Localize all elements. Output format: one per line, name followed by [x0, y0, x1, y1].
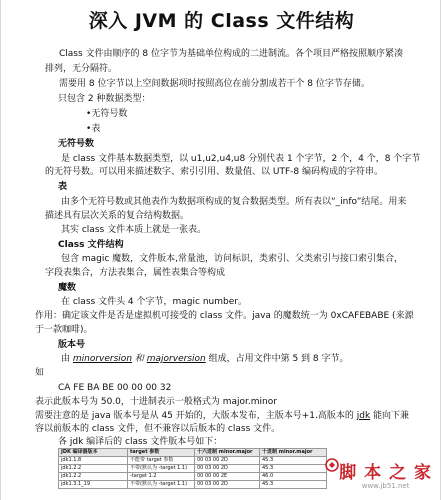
paragraph-line [35, 410, 409, 422]
hex-example: CA FE BA BE 00 00 00 32 [58, 383, 172, 393]
table-row [59, 473, 327, 481]
table-cell: 00 03 00 2D [195, 481, 260, 489]
table-row [59, 457, 327, 465]
text-run: 和 [132, 354, 147, 364]
paragraph-line: 表示此版本号为 50.0，十进制表示一般格式为 major.minor [35, 397, 277, 407]
paragraph-line: 各 jdk 编译后的 class 文件版本号如下： [58, 437, 223, 447]
table-header-cell: 十进制 minor.major [260, 449, 327, 457]
bullet-marker: • [86, 124, 92, 134]
text-run-underlined: majorversion [146, 354, 206, 364]
paragraph-line: 如 [35, 368, 45, 378]
text-run: 需要注意的是 java 版本号是从 45 开始的，大版本发布，主版本号+1.高版本的 [35, 411, 357, 421]
table-cell: 45.3 [260, 465, 327, 473]
paragraph-line: 是 class 文件基本数据类型，以 u1,u2,u4,u8 分别代表 1 个字节，2 个，4 个，8 个字节 [61, 154, 421, 164]
bullet-label: 表 [91, 124, 101, 134]
text-run: 组成，占用文件中第 5 到 8 字节。 [205, 354, 349, 364]
paragraph-line: Class 文件由顺序的 8 位字节为基础单位构成的二进制流。各个项目严格按照顺序紧凑 [59, 49, 403, 59]
paragraph-line: 排列，无分隔符。 [45, 64, 118, 74]
table-cell: -target 1.2 [128, 473, 195, 481]
bullet-label: 无符号数 [91, 109, 128, 119]
paragraph-line: 字段表集合，方法表集合，属性表集合等构成 [45, 268, 226, 278]
table-cell: 00 00 00 2E [195, 473, 260, 481]
bullet-item [86, 123, 100, 135]
bullet-item [86, 108, 127, 120]
table-cell: 46.0 [260, 473, 327, 481]
paragraph-line: 其实 class 文件本质上就是一张表。 [61, 225, 207, 235]
table-cell: 不带(默认为 -target 1.1) [128, 481, 195, 489]
watermark-text: 脚 本 之 家 [339, 463, 432, 483]
table-header-cell: 十六进制 minor.major [195, 449, 260, 457]
paragraph-line: 需要用 8 位字节以上空间数据项时按照高位在前分割成若干个 8 位字节存储。 [59, 79, 370, 89]
table-header-cell: JDK 编译器版本 [59, 449, 128, 457]
watermark-logo-icon [325, 458, 339, 472]
paragraph-line: 只包含 2 种数据类型： [58, 94, 151, 104]
text-run: 能向下兼 [370, 411, 410, 421]
paragraph-line: 包含 magic 魔数，文件版本,常量池，访问标识，类索引、父类索引与接口索引集合， [61, 254, 404, 264]
section-heading: 表 [58, 182, 68, 192]
paragraph-line: 描述具有层次关系的复合结构数据。 [45, 211, 190, 221]
paragraph-line [61, 353, 348, 365]
paragraph-line: 作用：确定该文件是否是虚拟机可接受的 class 文件。java 的魔数统一为 0xCAFEBABE (来源 [35, 311, 414, 321]
table-cell: 45.3 [260, 481, 327, 489]
text-run-underlined: minorversion [72, 354, 133, 364]
bullet-marker: • [86, 109, 92, 119]
table-row [59, 481, 327, 489]
paragraph-line: 在 class 文件头 4 个字节，magic number。 [61, 297, 247, 307]
table-row [59, 465, 327, 473]
page-title: 深入 JVM 的 Class 文件结构 [88, 10, 355, 32]
section-heading: Class 文件结构 [58, 240, 124, 250]
table-cell: jdk1.3.1_19 [59, 481, 128, 489]
paragraph-line: 的无符号数。可以用来描述数字、索引引用、数量值、以 UTF-8 编码构成的字符串。 [45, 167, 383, 177]
paragraph-line: 容以前版本的 class 文件，但不兼容以后版本的 class 文件。 [35, 424, 281, 434]
table-header-row [59, 449, 327, 457]
section-heading: 魔数 [58, 283, 77, 293]
paragraph-line: 由多个无符号数或其他表作为数据项构成的复合数据类型。所有表以“_info”结尾。用来 [61, 197, 407, 207]
table-cell: 00 03 00 2D [195, 465, 260, 473]
paragraph-line: 于一款咖啡)。 [35, 325, 93, 335]
section-heading: 版本号 [58, 340, 86, 350]
version-table [58, 448, 327, 489]
table-cell: 不能带 target 参数 [128, 457, 195, 465]
table-cell: jdk1.2.2 [59, 465, 128, 473]
section-heading: 无符号数 [58, 139, 95, 149]
text-run: 由 [61, 354, 73, 364]
watermark-url: www.jb51.net [361, 482, 410, 490]
text-run-underlined: jdk [356, 411, 371, 421]
site-watermark [339, 458, 432, 490]
table-cell: 00 03 00 2D [195, 457, 260, 465]
table-cell: jdk1.2.2 [59, 473, 128, 481]
table-header-cell: target 参数 [128, 449, 195, 457]
table-cell: 45.3 [260, 457, 327, 465]
table-cell: jdk1.1.8 [59, 457, 128, 465]
table-cell: 不带(默认为 -target 1.1) [128, 465, 195, 473]
